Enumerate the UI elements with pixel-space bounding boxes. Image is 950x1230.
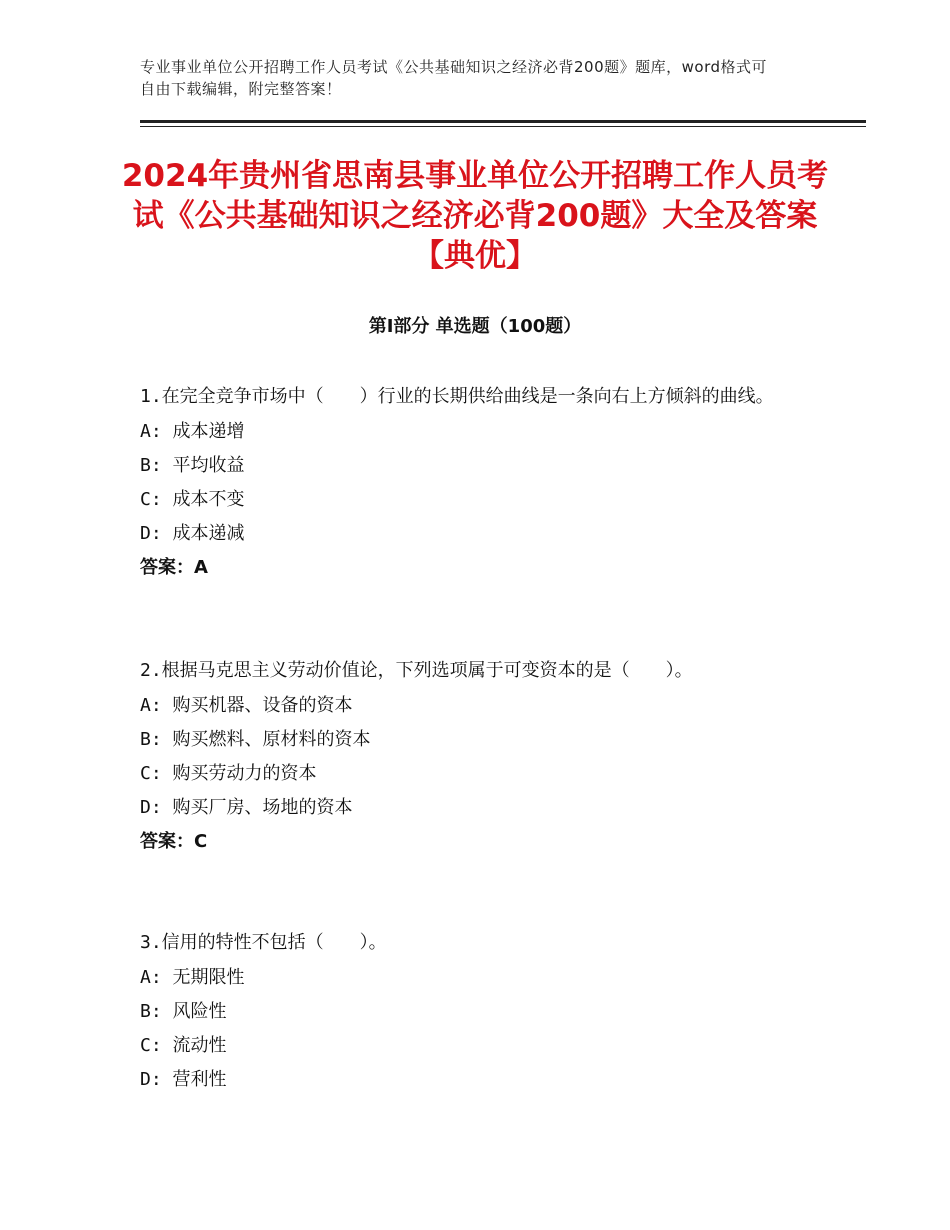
question-stem: 2.根据马克思主义劳动价值论，下列选项属于可变资本的是（ ）。 [140, 660, 693, 681]
question-stem: 1.在完全竞争市场中（ ）行业的长期供给曲线是一条向右上方倾斜的曲线。 [140, 386, 774, 407]
option-a: A: 无期限性 [140, 967, 245, 988]
option-c: C: 成本不变 [140, 489, 245, 510]
option-b: B: 购买燃料、原材料的资本 [140, 729, 371, 750]
option-b: B: 平均收益 [140, 455, 245, 476]
option-c: C: 购买劳动力的资本 [140, 763, 317, 784]
header-note: 专业事业单位公开招聘工作人员考试《公共基础知识之经济必背200题》题库，word格式可自由下载编辑，附完整答案！ [140, 58, 768, 98]
question-stem: 3.信用的特性不包括（ ）。 [140, 932, 387, 953]
question-1 [140, 381, 820, 585]
header-rule-thin [140, 126, 866, 127]
answer: 答案：C [140, 831, 208, 852]
answer: 答案：A [140, 557, 208, 578]
option-d: D: 成本递减 [140, 523, 245, 544]
header-rule-thick [140, 120, 866, 123]
document-title: 2024年贵州省思南县事业单位公开招聘工作人员考试《公共基础知识之经济必背200题》大全及答案【典优】 [121, 158, 829, 274]
option-d: D: 营利性 [140, 1069, 227, 1090]
question-3 [140, 927, 820, 1097]
option-a: A: 购买机器、设备的资本 [140, 695, 353, 716]
option-b: B: 风险性 [140, 1001, 227, 1022]
option-d: D: 购买厂房、场地的资本 [140, 797, 353, 818]
option-c: C: 流动性 [140, 1035, 227, 1056]
section-title: 第Ⅰ部分 单选题（100题） [368, 316, 582, 337]
option-a: A: 成本递增 [140, 421, 245, 442]
question-2 [140, 655, 820, 859]
